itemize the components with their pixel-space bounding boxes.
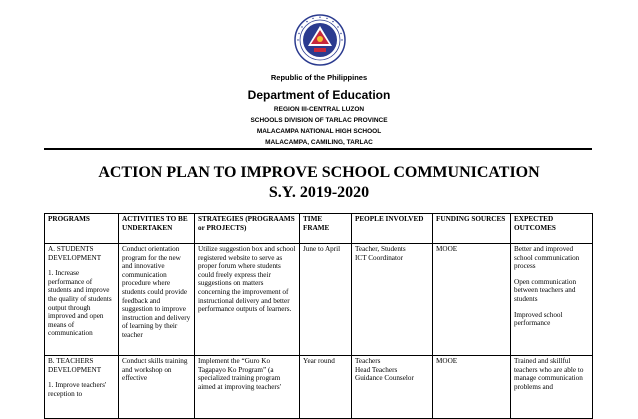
header-expected-outcomes: EXPECTED OUTCOMES — [511, 214, 593, 244]
cell-text: Implement the “Guro Ko Tagapayo Ko Program” (a specialized training program aimed at improving teachers' — [198, 357, 281, 391]
people-involved-cell — [352, 244, 433, 356]
cell-text: Head Teachers — [355, 365, 398, 374]
cell-text — [48, 262, 115, 269]
programs-cell — [45, 356, 119, 419]
cell-text — [48, 374, 115, 381]
cell-text — [514, 304, 589, 311]
cell-text: Utilize suggestion box and school registered website to serve as proper forum where students could freely express their suggestions on matters concerning the improvement of instructional delivery and better performance outputs of learners. — [198, 245, 296, 314]
deped-seal-icon — [294, 14, 346, 66]
cell-text: 1. Increase performance of students and improve the quality of students output through improved and open means of communication — [48, 269, 112, 338]
school-label: MALACAMPA NATIONAL HIGH SCHOOL — [256, 128, 382, 135]
activities-cell — [119, 244, 195, 356]
header-people-involved: PEOPLE INVOLVED — [352, 214, 433, 244]
republic-label: Republic of the Philippines — [270, 73, 368, 82]
activities-cell — [119, 356, 195, 419]
header-time-frame: TIME FRAME — [300, 214, 352, 244]
cell-text: Conduct skills training and workshop on effective — [122, 357, 188, 383]
cell-text: Teacher, Students — [355, 245, 406, 253]
time-frame-cell — [300, 244, 352, 356]
department-label: Department of Education — [247, 88, 391, 102]
cell-text: ICT Coordinator — [355, 253, 403, 262]
cell-text: Trained and skillful teachers who are able to manage communication problems and — [514, 357, 584, 391]
header-programs: PROGRAMS — [45, 214, 119, 244]
action-plan-table — [44, 213, 593, 419]
cell-text: Improved school performance — [514, 310, 563, 328]
cell-text: MOOE — [436, 245, 458, 253]
cell-text: MOOE — [436, 357, 458, 365]
people-involved-cell — [352, 356, 433, 419]
expected-outcomes-cell — [511, 244, 593, 356]
strategies-cell — [195, 244, 300, 356]
school-year-title: S.Y. 2019-2020 — [268, 184, 370, 201]
division-label: SCHOOLS DIVISION OF TARLAC PROVINCE — [250, 117, 388, 124]
header-activities: ACTIVITIES TO BE UNDERTAKEN — [119, 214, 195, 244]
cell-text: Open communication between teachers and students — [514, 277, 577, 303]
cell-text: A. STUDENTS DEVELOPMENT — [48, 245, 102, 262]
document-title: ACTION PLAN TO IMPROVE SCHOOL COMMUNICATION — [98, 164, 540, 181]
cell-text: Year round — [303, 357, 335, 365]
programs-cell — [45, 244, 119, 356]
header-divider — [44, 148, 592, 150]
cell-text: B. TEACHERS DEVELOPMENT — [48, 357, 102, 374]
cell-text: 1. Improve teachers' reception to — [48, 381, 107, 398]
cell-text: Guidance Counselor — [355, 374, 414, 383]
table-row — [45, 244, 593, 356]
table-row — [45, 356, 593, 419]
cell-text: Conduct orientation program for the new and innovative communication procedure where students could provide feedback and suggestion to improve instruction and delivery of learning by their teacher — [122, 245, 191, 339]
header-funding-sources: FUNDING SOURCES — [433, 214, 511, 244]
cell-text: Better and improved school communication process — [514, 245, 580, 271]
address-label: MALACAMPA, CAMILING, TARLAC — [265, 139, 373, 146]
table-header-row — [45, 214, 593, 244]
time-frame-cell — [300, 356, 352, 419]
header-strategies: STRATEGIES (PROGRAAMS or PROJECTS) — [195, 214, 300, 244]
cell-text — [514, 271, 589, 278]
strategies-cell — [195, 356, 300, 419]
funding-sources-cell — [433, 244, 511, 356]
region-label: REGION III-CENTRAL LUZON — [273, 106, 365, 113]
cell-text: Teachers — [355, 357, 381, 365]
expected-outcomes-cell — [511, 356, 593, 419]
funding-sources-cell — [433, 356, 511, 419]
cell-text: June to April — [303, 245, 341, 253]
